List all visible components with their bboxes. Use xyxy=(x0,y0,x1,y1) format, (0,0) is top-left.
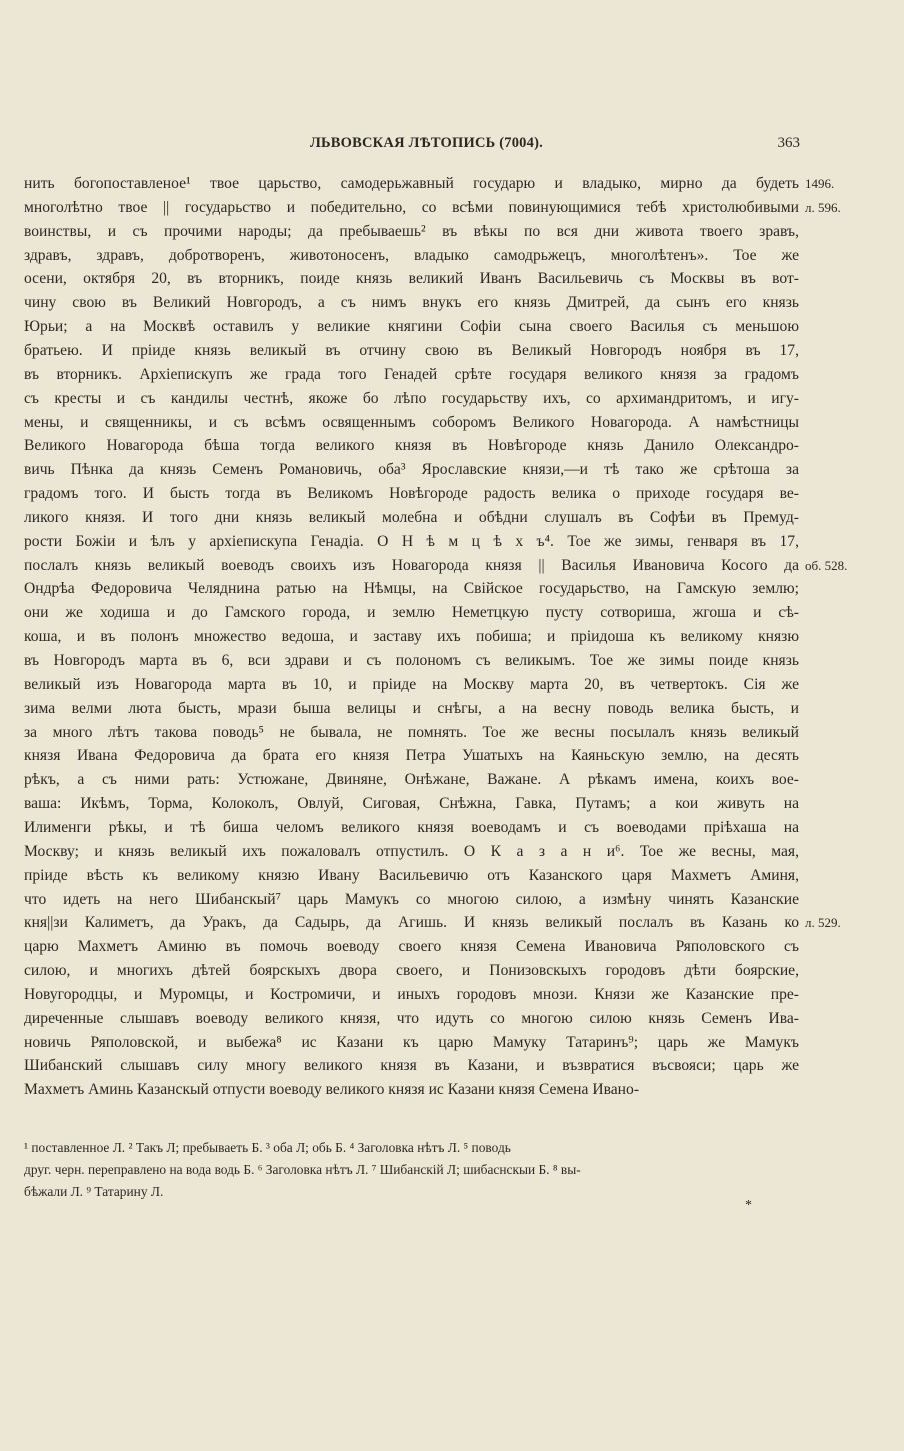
text-line: мены, и священникы, и съ всѣмъ освященнымъ соборомъ Великого Новагорода. А намѣстницы xyxy=(24,413,799,431)
footnote-line: ¹ поставленное Л. ² Такъ Л; пребываеть Б. ³ оба Л; обь Б. ⁴ Заголовка нѣтъ Л. ⁵ поводь xyxy=(24,1140,511,1155)
text-line: коша, и въ полонъ множество ведоша, и заставу ихъ побиша; и пріидоша къ великому князю xyxy=(24,628,799,646)
text-line: кня||зи Калиметъ, да Уракъ, да Садырь, да Агишь. И князь великый послалъ въ Казань ко xyxy=(24,914,799,932)
text-line: Великого Новагорода бѣша тогда великого князя въ Новѣгороде князь Данило Олександро- xyxy=(24,437,799,455)
text-line: Махметъ Аминь Казанскый отпусти воеводу великого князя ис Казани князя Семена Ивано- xyxy=(24,1081,640,1099)
text-line: нить богопоставленое¹ твое царьство, самодерьжавный государю и владыко, мирно да будеть xyxy=(24,175,799,192)
signature-mark: * xyxy=(745,1198,752,1213)
text-line: Юрьи; а на Москвѣ оставилъ у великие княгини Софіи сына своего Василья съ меньшою xyxy=(24,318,799,336)
text-line: съ кресты и съ кандилы честнѣ, якоже бо лѣпо государьству ихъ, со архимандритомъ, и игу- xyxy=(24,389,799,407)
text-line: Москву; и князь великый ихъ пожаловалъ отпустилъ. О К а з а н и⁶. Тое же весны, мая, xyxy=(24,842,799,860)
margin-note: об. 528. xyxy=(805,557,848,573)
page-number: 363 xyxy=(777,135,800,151)
text-line: градомъ того. И бысть тогда въ Великомъ Новѣгороде радость велика о приходе государя ве- xyxy=(24,485,799,503)
text-line: за много лѣтъ такова поводь⁵ не бывала, не помнять. Тое же весны посылалъ князь великый xyxy=(24,723,799,741)
text-line: великый изъ Новагорода марта въ 10, и пріиде на Москву марта 20, въ четвертокъ. Сія же xyxy=(24,675,799,693)
text-line: рѣкъ, а съ ними рать: Устюжане, Двиняне, Онѣжане, Важане. А рѣкамъ имена, коихъ вое- xyxy=(24,771,799,789)
text-line: Новугородцы, и Муромцы, и Костромичи, и иныхъ городовъ мнози. Князи же Казанские пре- xyxy=(24,985,799,1003)
text-line: чину свою въ Великий Новгородъ, а съ нимъ внукъ его князь Дмитрей, да сынъ его князь xyxy=(24,294,799,312)
footnote-line: бѣжали Л. ⁹ Татарину Л. xyxy=(24,1184,164,1199)
text-line: въ Новгородъ марта въ 6, вси здрави и съ полономъ съ великымъ. Тое же зимы поиде князь xyxy=(24,652,799,669)
text-line: царю Махметъ Аминю въ помочь воеводу своего князя Семена Ивановича Ряполовского съ xyxy=(24,938,799,956)
text-line: ликого князя. И того дни князь великый молебна и обѣдни слушалъ въ Софѣи въ Премуд- xyxy=(24,508,799,526)
margin-note: л. 596. xyxy=(805,199,841,215)
text-line: Шибанский слышавъ силу многу великого князя въ Казани, и възвратися въсвояси; царь же xyxy=(24,1057,799,1075)
text-line: зима велми люта бысть, мрази быша велицы и снѣгы, а на весну поводь велика бысть, и xyxy=(24,699,799,717)
text-line: Ондрѣа Федоровича Челяднина ратью на Нѣмцы, на Свійское государьство, на Гамскую землю; xyxy=(24,580,799,598)
text-line: осени, октября 20, въ вторникъ, поиде князь великий Иванъ Васильевичь съ Москвы въ вот- xyxy=(24,270,799,288)
text-line: послалъ князь великый воеводъ своихъ изъ Новагорода князя || Василья Ивановича Косого да xyxy=(24,556,799,574)
text-line: ваша: Икѣмъ, Торма, Колоколъ, Овлуй, Сиговая, Снѣжна, Гавка, Путамъ; а кои живуть на xyxy=(24,795,799,813)
text-line: воинствы, и съ прочими народы; да пребываешь² въ вѣкы по вся дни живота твоего зравъ, xyxy=(24,222,799,240)
text-line: князя Ивана Федоровича да брата его князя Петра Ушатыхъ на Каяньскую землю, на десять xyxy=(24,747,799,765)
header-title: ЛЬВОВСКАЯ ЛѢТОПИСЬ (7004). xyxy=(310,135,543,151)
text-line: въ вторникъ. Архіепискупъ же града того Генадей срѣте государя великого князя за градомъ xyxy=(24,365,799,383)
margin-note: л. 529. xyxy=(805,915,841,931)
text-line: что идеть на него Шибанскый⁷ царь Мамукъ со многою силою, а измѣну чинять Казанские xyxy=(24,890,799,908)
text-line: Илименги рѣкы, и тѣ биша челомъ великого князя воеводамъ и съ воеводами пріѣхаша на xyxy=(24,818,799,836)
text-line: пріиде вѣсть къ великому князю Ивану Васильевичю отъ Казанского царя Махметъ Аминя, xyxy=(24,866,799,884)
text-line: братьею. И пріиде князь великый въ отчину свою въ Великый Новгородъ ноября въ 17, xyxy=(24,341,799,359)
text-line: новичь Ряполовской, и выбежа⁸ ис Казани къ царю Мамуку Татаринъ⁹; царь же Мамукъ xyxy=(24,1033,799,1051)
margin-note: 1496. xyxy=(805,176,835,191)
text-line: силою, и многихъ дѣтей боярскыхъ двора своего, и Понизовскыхъ городовъ дѣти боярские, xyxy=(24,962,799,980)
text-line: диреченные слышавъ воеводу великого князя, что идуть со многою силою князь Семенъ Ива- xyxy=(24,1009,799,1027)
text-line: здравъ, здравъ, добротворенъ, животоносенъ, владыко самодрьжецъ, многолѣтенъ». Тое же xyxy=(24,246,799,264)
text-line: многолѣтно твое || государьство и победительно, со всѣми повинующимися тебѣ христолюбивыми xyxy=(24,198,799,216)
text-line: они же ходиша и до Гамского города, и землю Неметцкую пусту сотвориша, жгоша и сѣ- xyxy=(24,604,799,622)
text-line: вичь Пѣнка да князь Семенъ Романовичь, оба³ Ярославские князи,—и тѣ тако же срѣтоша за xyxy=(24,461,799,479)
text-line: рости Божіи и ѣлъ у архіепискупа Генадіа. О Н ѣ м ц ѣ х ъ⁴. Тое же зимы, генваря въ 17, xyxy=(24,532,799,550)
running-header xyxy=(310,135,800,159)
footnote-line: друг. черн. переправлено на вода водь Б. ⁶ Заголовка нѣтъ Л. ⁷ Шибанскій Л; шибаснскыи Б. ⁸ вы- xyxy=(24,1162,581,1177)
